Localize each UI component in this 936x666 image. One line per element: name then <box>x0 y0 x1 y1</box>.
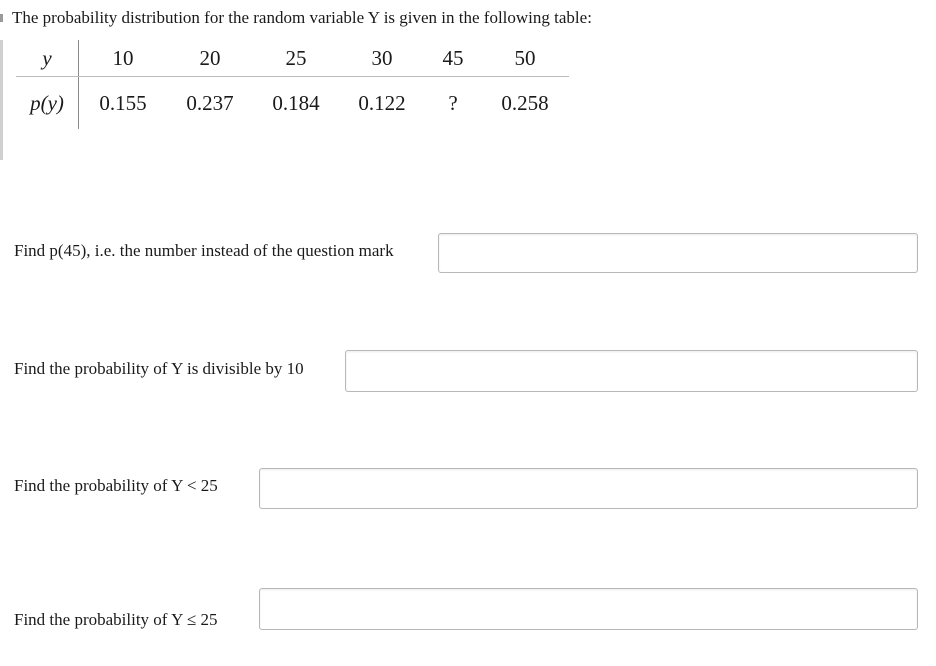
y-value-cell: 20 <box>167 40 253 77</box>
y-value-cell: 30 <box>339 40 425 77</box>
y-value-cell: 10 <box>79 40 168 77</box>
y-row-label: y <box>16 40 79 77</box>
answer-less-or-equal-25-input[interactable] <box>259 588 918 630</box>
p-value-cell: 0.122 <box>358 90 406 115</box>
p-row-label: p(y) <box>16 77 79 130</box>
y-values-row <box>16 40 569 77</box>
p-value-cell: 0.258 <box>501 90 549 115</box>
p-value-cell-unknown: ? <box>448 90 458 115</box>
left-edge-mark <box>0 40 3 160</box>
left-edge-mark <box>0 14 3 22</box>
y-value-cell: 25 <box>253 40 339 77</box>
distribution-table <box>16 40 569 129</box>
answer-less-than-25-input[interactable] <box>259 468 918 509</box>
y-value-cell: 45 <box>425 40 481 77</box>
y-value-cell: 50 <box>481 40 569 77</box>
question-divisible-by-10-label: Find the probability of Y is divisible by 10 <box>14 359 304 378</box>
answer-p45-input[interactable] <box>438 233 918 273</box>
problem-intro: The probability distribution for the random variable Y is given in the following table: <box>12 8 592 27</box>
p-value-cell: 0.184 <box>272 90 320 115</box>
p-values-row <box>16 77 569 130</box>
p-value-cell: 0.155 <box>99 90 147 115</box>
answer-divisible-by-10-input[interactable] <box>345 350 918 392</box>
question-less-or-equal-25-label: Find the probability of Y ≤ 25 <box>14 610 218 629</box>
question-p45-label: Find p(45), i.e. the number instead of the question mark <box>14 241 394 260</box>
p-value-cell: 0.237 <box>186 90 234 115</box>
question-less-than-25-label: Find the probability of Y < 25 <box>14 476 218 495</box>
